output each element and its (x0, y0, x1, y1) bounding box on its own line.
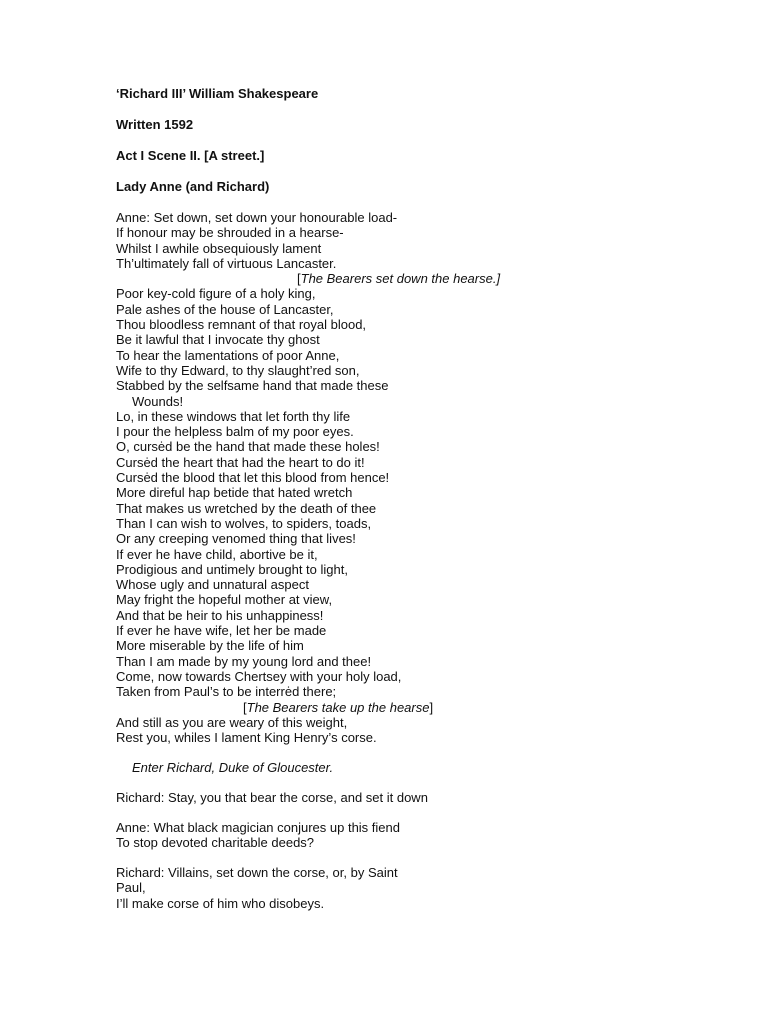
verse-line: Than I am made by my young lord and thee! (116, 653, 372, 669)
verse-line: Whilst I awhile obsequiously lament (116, 240, 322, 256)
verse-line: Cursėd the blood that let this blood from hence! (116, 470, 390, 486)
verse-line: Prodigious and untimely brought to light, (116, 561, 348, 577)
verse-line: To stop devoted charitable deeds? (116, 835, 315, 851)
verse-line: I pour the helpless balm of my poor eyes. (116, 424, 354, 440)
verse-line: Paul, (116, 880, 146, 896)
verse-line: Pale ashes of the house of Lancaster, (116, 301, 334, 317)
verse-line: Th’ultimately fall of virtuous Lancaster. (116, 255, 337, 271)
verse-line: And that be heir to his unhappiness! (116, 607, 324, 623)
act-scene-heading: Act I Scene II. [A street.] (116, 148, 265, 163)
speech-anne-lament (116, 286, 716, 408)
verse-line: Taken from Paul’s to be interrėd there; (116, 684, 337, 700)
stage-direction-set-down (116, 271, 716, 286)
verse-line: Poor key-cold figure of a holy king, (116, 286, 316, 302)
verse-line: Come, now towards Chertsey with your holy load, (116, 668, 402, 684)
verse-line: More direful hap betide that hated wretch (116, 485, 353, 501)
speech-richard-stay: Richard: Stay, you that bear the corse, and set it down (116, 789, 428, 805)
verse-line: O, cursėd be the hand that made these holes! (116, 439, 380, 455)
verse-line: Whose ugly and unnatural aspect (116, 577, 309, 593)
stage-direction-text: The Bearers take up the hearse (246, 699, 430, 715)
speech-anne-opening (116, 210, 716, 271)
document-title: ‘Richard III’ William Shakespeare (116, 86, 319, 101)
bracket: [ (297, 271, 301, 287)
verse-line: And still as you are weary of this weight, (116, 714, 348, 730)
verse-line: Richard: Villains, set down the corse, or, by Saint (116, 864, 398, 880)
speech-anne-magician (116, 820, 716, 851)
verse-line: I’ll make corse of him who disobeys. (116, 895, 325, 911)
characters-heading: Lady Anne (and Richard) (116, 179, 270, 194)
verse-line: Cursėd the heart that had the heart to do it! (116, 454, 365, 470)
stage-direction-entrance: Enter Richard, Duke of Gloucester. (132, 759, 334, 775)
verse-line: If honour may be shrouded in a hearse- (116, 225, 344, 241)
speech-anne-rest (116, 715, 716, 746)
verse-line: Anne: Set down, set down your honourable load- (116, 210, 398, 225)
verse-line: Wife to thy Edward, to thy slaught’red son, (116, 362, 360, 378)
verse-line: Thou bloodless remnant of that royal blood, (116, 317, 367, 333)
bracket: ] (429, 699, 434, 715)
speech-anne-curse (116, 409, 716, 700)
verse-line: To hear the lamentations of poor Anne, (116, 347, 340, 363)
verse-line: Be it lawful that I invocate thy ghost (116, 332, 320, 348)
verse-line: Lo, in these windows that let forth thy life (116, 408, 351, 424)
document-page (116, 86, 716, 911)
stage-direction-text: The Bearers set down the hearse.] (300, 271, 501, 287)
speech-richard-villains (116, 865, 716, 911)
bracket: [ (243, 699, 247, 715)
verse-line: If ever he have wife, let her be made (116, 623, 327, 639)
stage-direction-take-up (116, 700, 716, 715)
verse-line: Stabbed by the selfsame hand that made these (116, 378, 389, 394)
verse-line: Rest you, whiles I lament King Henry’s corse. (116, 730, 377, 746)
verse-line: More miserable by the life of him (116, 638, 304, 654)
verse-line: Anne: What black magician conjures up this fiend (116, 819, 400, 835)
verse-line: Or any creeping venomed thing that lives! (116, 531, 356, 547)
written-date: Written 1592 (116, 117, 194, 132)
verse-line: If ever he have child, abortive be it, (116, 546, 318, 562)
verse-line: That makes us wretched by the death of thee (116, 500, 377, 516)
verse-line-continued: Wounds! (132, 393, 184, 409)
verse-line: Than I can wish to wolves, to spiders, toads, (116, 515, 372, 531)
verse-line: May fright the hopeful mother at view, (116, 592, 333, 608)
